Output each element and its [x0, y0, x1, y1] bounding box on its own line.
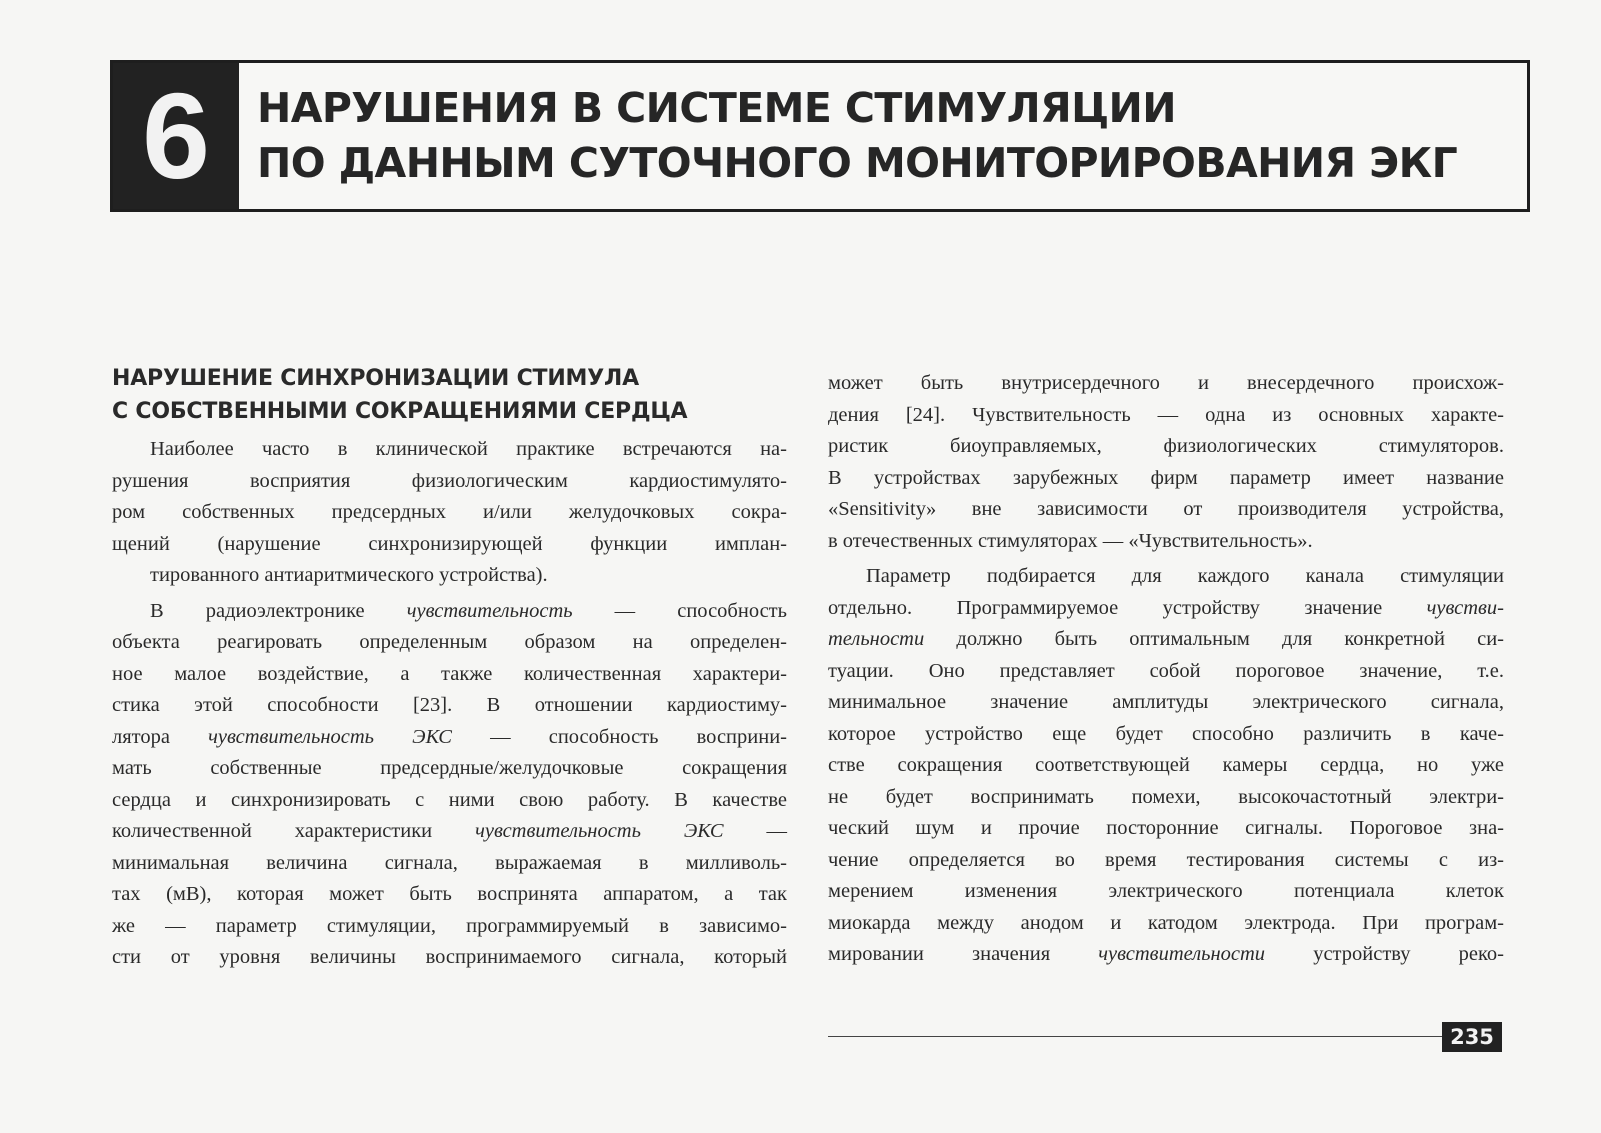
italic-term: чувствительность [406, 599, 573, 622]
text-line: дения [24]. Чувствительность — одна из основных характе- [828, 403, 1504, 426]
text-line: которое устройство еще будет способно различить в каче- [828, 722, 1504, 745]
text-line: тированного антиаритмического устройства). [150, 564, 548, 586]
text-line [112, 816, 787, 848]
text-run: должно быть оптимальным для конкретной си- [924, 628, 1504, 650]
text-line: может быть внутрисердечного и внесердечного происхож- [828, 372, 1504, 394]
text-line: щений (нарушение синхронизирующей функции имплан- [112, 532, 787, 555]
text-run: В радиоэлектронике [150, 599, 407, 622]
section-heading-line: НАРУШЕНИЕ СИНХРОНИЗАЦИИ СТИМУЛА [112, 366, 639, 391]
text-line: Параметр подбирается для каждого канала стимуляции [866, 565, 1504, 587]
chapter-title [257, 81, 1517, 191]
text-line: чение определяется во время тестирования системы с из- [828, 848, 1504, 871]
text-line: ром собственных предсердных и/или желудочковых сокра- [112, 501, 787, 523]
italic-term: чувствительности [1098, 943, 1266, 965]
section-heading-line: С СОБСТВЕННЫМИ СОКРАЩЕНИЯМИ СЕРДЦА [112, 399, 688, 424]
text-run: отдельно. Программируемое устройству значение [828, 596, 1427, 619]
text-line [828, 939, 1504, 971]
text-line: рушения восприятия физиологическим кардиостимулято- [112, 469, 787, 492]
section-heading [112, 362, 812, 428]
chapter-header [110, 60, 1530, 212]
text-run: количественной характеристики [112, 820, 476, 842]
text-line: мать собственные предсердные/желудочковые сокращения [112, 757, 787, 779]
text-line: не будет воспринимать помехи, высокочастотный электри- [828, 785, 1504, 808]
text-run: — способность восприни- [451, 725, 787, 748]
page-number: 235 [1442, 1022, 1502, 1052]
text-line: же — параметр стимуляции, программируемый в зависимо- [112, 914, 787, 937]
text-line: сердца и синхронизировать с ними свою работу. В качестве [112, 788, 787, 811]
chapter-title-line: ПО ДАННЫМ СУТОЧНОГО МОНИТОРИРОВАНИЯ ЭКГ [257, 139, 1458, 187]
text-line: стика этой способности [23]. В отношении кардиостиму- [112, 694, 787, 716]
text-line: стве сокращения соответствующей камеры сердца, но уже [828, 754, 1504, 776]
text-line: минимальное значение амплитуды электрического сигнала, [828, 691, 1504, 713]
text-line: ристик биоуправляемых, физиологических стимуляторов. [828, 435, 1504, 457]
text-line: мерением изменения электрического потенциала клеток [828, 880, 1504, 902]
text-run: мировании значения [828, 943, 1099, 965]
text-line [112, 722, 787, 754]
text-line: миокарда между анодом и катодом электрода. При програм- [828, 911, 1504, 934]
text-line: минимальная величина сигнала, выражаемая в милливоль- [112, 851, 787, 874]
text-line: туации. Оно представляет собой пороговое значение, т.е. [828, 659, 1504, 682]
text-line [828, 593, 1504, 625]
right-column [828, 368, 1504, 971]
text-line: «Sensitivity» вне зависимости от производителя устройства, [828, 498, 1504, 520]
text-run: устройству реко- [1265, 943, 1504, 965]
text-line: ческий шум и прочие посторонние сигналы. Пороговое зна- [828, 817, 1504, 839]
text-line: объекта реагировать определенным образом на определен- [112, 631, 787, 653]
italic-term: чувствительность ЭКС [475, 820, 724, 842]
text-line: тах (мВ), которая может быть воспринята аппаратом, а так [112, 883, 787, 905]
footer-rule [828, 1036, 1442, 1037]
text-line [828, 624, 1504, 656]
text-line: ное малое воздействие, а также количественная характери- [112, 662, 787, 685]
text-line: В устройствах зарубежных фирм параметр имеет название [828, 466, 1504, 489]
text-line [112, 596, 787, 628]
italic-term: тельности [828, 628, 925, 650]
italic-term: чувстви- [1426, 596, 1504, 619]
text-run: — способность [572, 599, 787, 622]
italic-term: чувствительность ЭКС [208, 725, 452, 748]
chapter-number: 6 [113, 63, 239, 209]
text-line: в отечественных стимуляторах — «Чувствительность». [828, 529, 1313, 552]
text-line: Наиболее часто в клинической практике встречаются на- [150, 438, 787, 460]
chapter-title-line: НАРУШЕНИЯ В СИСТЕМЕ СТИМУЛЯЦИИ [257, 84, 1176, 132]
text-line: сти от уровня величины воспринимаемого сигнала, который [112, 946, 787, 968]
left-column [112, 434, 787, 974]
text-run: — [723, 820, 787, 842]
text-run: лятора [112, 725, 209, 748]
